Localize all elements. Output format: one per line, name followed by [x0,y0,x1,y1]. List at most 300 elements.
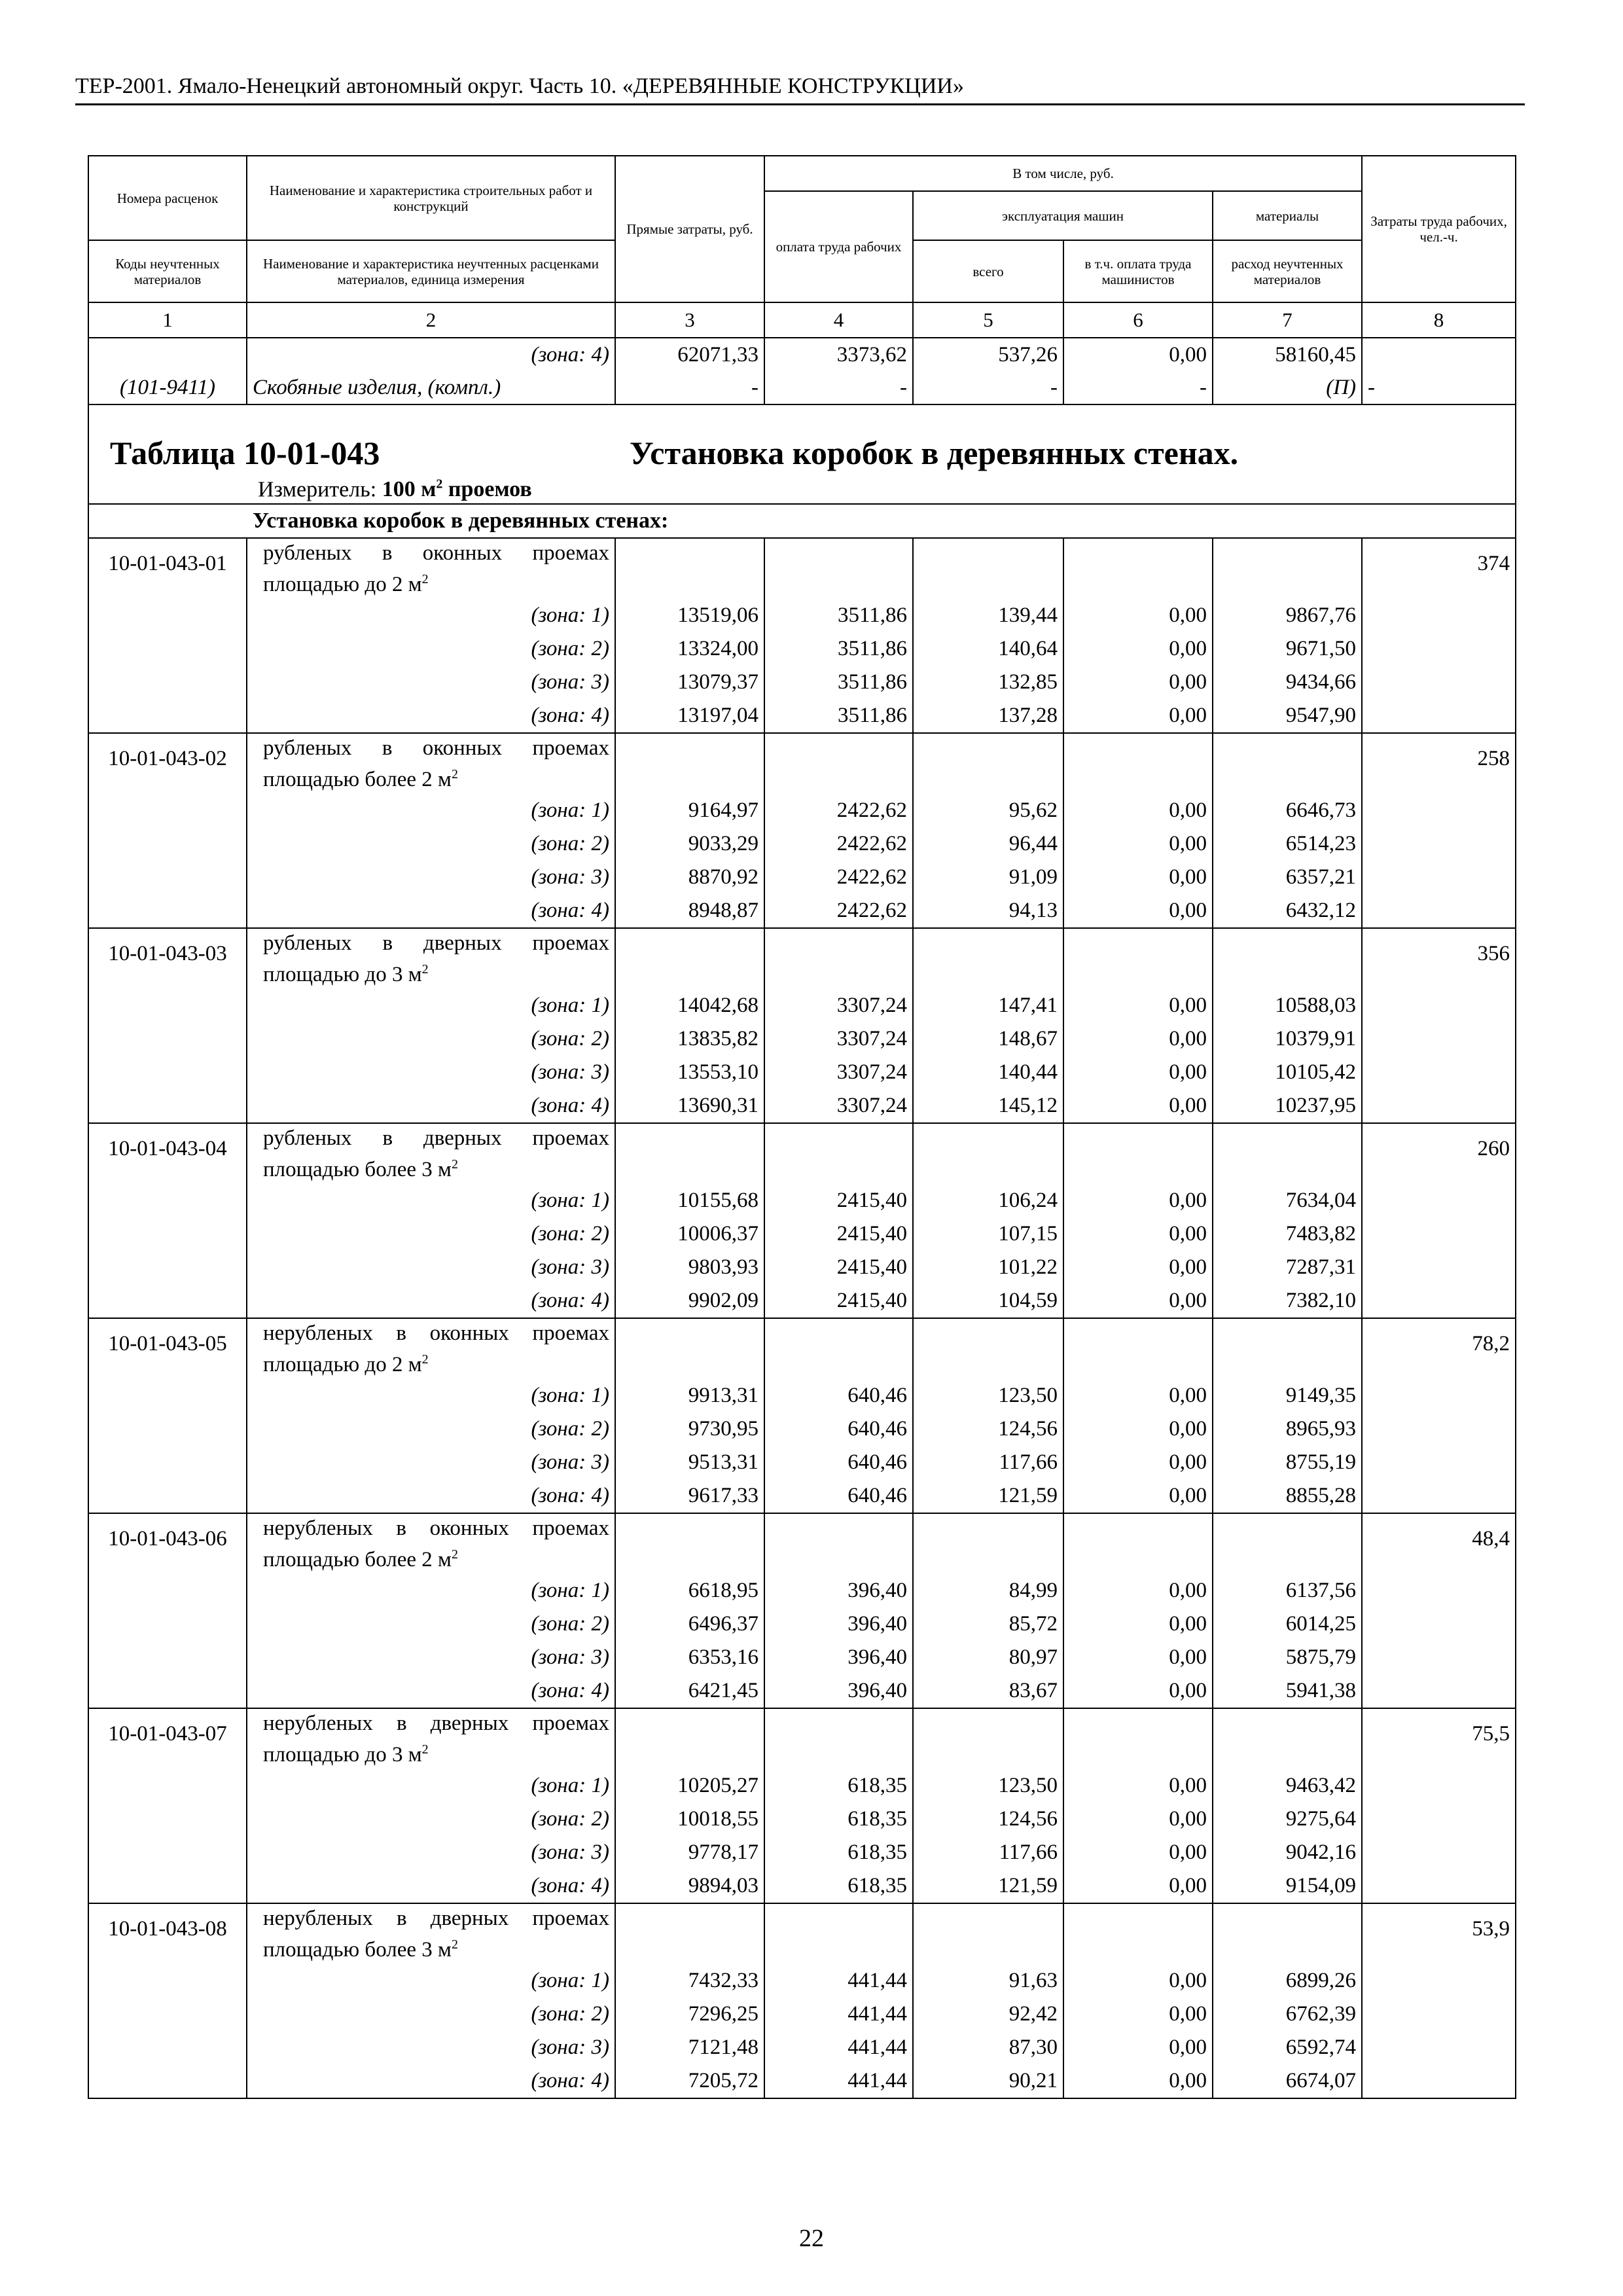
empty-cell [88,827,247,861]
materials-cost: 6762,39 [1213,1998,1362,2031]
direct-cost: 9778,17 [615,1836,764,1869]
empty-cell [764,1123,913,1184]
machines-total: 91,63 [913,1964,1063,1998]
col-material-name-header: Наименование и характеристика неучтенных расценками материалов, единица измерения [247,240,615,302]
empty-cell [88,1641,247,1674]
empty-cell [88,794,247,827]
machinists-pay: 0,00 [1063,1964,1213,1998]
materials-cost: 8755,19 [1213,1446,1362,1479]
machinists-pay: 0,00 [1063,861,1213,894]
machinists-pay: 0,00 [1063,989,1213,1022]
zone-label: (зона: 4) [247,1479,615,1513]
labor-pay: 3307,24 [764,1089,913,1123]
machines-total: 80,97 [913,1641,1063,1674]
labor-pay: 441,44 [764,2031,913,2064]
direct-cost: 9033,29 [615,827,764,861]
empty-cell [913,1513,1063,1574]
zone-row [88,699,1516,733]
materials-cost: 10379,91 [1213,1022,1362,1056]
empty-cell [88,894,247,928]
machinists-pay: 0,00 [1063,699,1213,733]
machines-total: 140,64 [913,632,1063,666]
materials-cost: 9149,35 [1213,1379,1362,1412]
empty-cell [88,1217,247,1251]
zone-label: (зона: 4) [247,2064,615,2098]
rate-name-text: рубленых в оконных проемах площадью более 2 м [263,736,609,791]
machinists-pay: 0,00 [1063,666,1213,699]
machinists-pay: 0,00 [1063,1479,1213,1513]
direct-cost: 13690,31 [615,1089,764,1123]
machines-total: 104,59 [913,1284,1063,1318]
direct-cost: 6421,45 [615,1674,764,1708]
rate-name [247,928,615,989]
labor-cost: 53,9 [1362,1903,1516,1964]
rate-name-text: нерубленых в дверных проемах площадью более 3 м [263,1907,609,1962]
empty-cell [88,2064,247,2098]
direct-cost: 13519,06 [615,599,764,632]
empty-cell [615,1123,764,1184]
empty-cell [1213,538,1362,599]
empty-cell [764,733,913,794]
direct-cost: 13835,82 [615,1022,764,1056]
zone-row [88,1089,1516,1123]
machinists-pay: 0,00 [1063,894,1213,928]
empty-cell [1362,1412,1516,1446]
empty-cell [88,1284,247,1318]
labor-pay: 2415,40 [764,1251,913,1284]
col-rate-number-header: Номера расценок [88,156,247,240]
zone-label: (зона: 1) [247,1379,615,1412]
zone-label: (зона: 4) [247,1284,615,1318]
col-number: 2 [247,302,615,338]
direct-cost: 9902,09 [615,1284,764,1318]
page-number: 22 [799,2225,824,2252]
empty-cell [1362,1641,1516,1674]
machines-total: 132,85 [913,666,1063,699]
materials-cost: 9042,16 [1213,1836,1362,1869]
empty-cell [1362,1184,1516,1217]
machinists-pay: 0,00 [1063,632,1213,666]
zone-label: (зона: 4) [247,1869,615,1903]
machines-total: 137,28 [913,699,1063,733]
empty-cell [1362,666,1516,699]
empty-cell [913,1123,1063,1184]
direct-cost: 10205,27 [615,1769,764,1803]
labor-pay: 396,40 [764,1641,913,1674]
zone-label: (зона: 1) [247,989,615,1022]
direct-cost: 9913,31 [615,1379,764,1412]
empty-cell [1362,632,1516,666]
rate-row [88,1123,1516,1184]
empty-cell [1362,699,1516,733]
rate-code: 10-01-043-08 [88,1903,247,1964]
machines-total: 84,99 [913,1574,1063,1607]
zone-label: (зона: 4) [247,699,615,733]
section-title: Установка коробок в деревянных стенах: [88,504,1516,538]
materials-cost: 7382,10 [1213,1284,1362,1318]
empty-cell [1362,599,1516,632]
unit-sup: 2 [451,1157,458,1172]
col-number: 5 [913,302,1063,338]
dash: - [913,371,1063,404]
machinists-pay: 0,00 [1063,1574,1213,1607]
empty-cell [1213,928,1362,989]
empty-cell [1362,1284,1516,1318]
empty-cell [913,1318,1063,1379]
materials-cost: 6432,12 [1213,894,1362,928]
rate-code: 10-01-043-05 [88,1318,247,1379]
empty-cell [615,733,764,794]
empty-cell [1362,1836,1516,1869]
machines-total: 96,44 [913,827,1063,861]
zone-row [88,1964,1516,1998]
rate-row [88,928,1516,989]
empty-cell [1063,733,1213,794]
direct-cost: 13324,00 [615,632,764,666]
rate-code: 10-01-043-04 [88,1123,247,1184]
machines-total: 117,66 [913,1836,1063,1869]
empty-cell [1063,1513,1213,1574]
materials-cost: 6357,21 [1213,861,1362,894]
materials-cost: 8965,93 [1213,1412,1362,1446]
empty-cell [1362,989,1516,1022]
meter-value: 100 м [382,477,437,502]
empty-cell [913,1903,1063,1964]
labor-cost: 356 [1362,928,1516,989]
zone-label: (зона: 2) [247,1022,615,1056]
dash: - [615,371,764,404]
direct-cost: 62071,33 [615,338,764,371]
zone-row [88,1251,1516,1284]
labor-pay: 2415,40 [764,1184,913,1217]
empty-cell [88,1379,247,1412]
empty-cell [764,1708,913,1769]
zone-row [88,1769,1516,1803]
zone-row [88,2064,1516,2098]
empty-cell [1213,1513,1362,1574]
direct-cost: 10155,68 [615,1184,764,1217]
machinists-pay: 0,00 [1063,1089,1213,1123]
empty-cell [88,1251,247,1284]
zone-row [88,2031,1516,2064]
labor-pay: 618,35 [764,1869,913,1903]
machinists-pay: 0,00 [1063,1056,1213,1089]
zone-row [88,1641,1516,1674]
labor-pay: 396,40 [764,1674,913,1708]
zone-label: (зона: 1) [247,1184,615,1217]
zone-label: (зона: 1) [247,1574,615,1607]
machines-total: 123,50 [913,1379,1063,1412]
zone-row [88,632,1516,666]
machines-total: 117,66 [913,1446,1063,1479]
labor-pay: 441,44 [764,1964,913,1998]
empty-cell [1362,894,1516,928]
zone-label: (зона: 2) [247,632,615,666]
empty-cell [1362,1056,1516,1089]
direct-cost: 9894,03 [615,1869,764,1903]
machinists-pay: 0,00 [1063,1607,1213,1641]
col-number: 3 [615,302,764,338]
materials-cost: 7483,82 [1213,1217,1362,1251]
zone-row [88,1446,1516,1479]
labor-pay: 640,46 [764,1446,913,1479]
machinists-pay: 0,00 [1063,1022,1213,1056]
empty-cell [1362,1964,1516,1998]
material-labor: - [1362,371,1516,404]
zone-label: (зона: 2) [247,827,615,861]
zone-label: (зона: 2) [247,1803,615,1836]
direct-cost: 9164,97 [615,794,764,827]
rate-code: 10-01-043-02 [88,733,247,794]
machinists-pay: 0,00 [1063,1446,1213,1479]
labor-pay: 640,46 [764,1412,913,1446]
empty-cell [88,861,247,894]
empty-cell [88,1446,247,1479]
machines-total: 83,67 [913,1674,1063,1708]
rate-name [247,1123,615,1184]
table-meter [258,477,532,502]
machinists-pay: 0,00 [1063,2031,1213,2064]
rate-row [88,1513,1516,1574]
machinists-pay: 0,00 [1063,1217,1213,1251]
empty-cell [615,1708,764,1769]
machinists-pay: 0,00 [1063,1803,1213,1836]
machines-total: 537,26 [913,338,1063,371]
materials-cost: 9463,42 [1213,1769,1362,1803]
zone-row [88,599,1516,632]
direct-cost: 10006,37 [615,1217,764,1251]
col-materials-consumption-header: расход неучтенных материалов [1213,240,1362,302]
direct-cost: 6618,95 [615,1574,764,1607]
machinists-pay: 0,00 [1063,2064,1213,2098]
col-including-header: В том числе, руб. [764,156,1362,191]
materials-cost: 9547,90 [1213,699,1362,733]
col-material-codes-header: Коды неучтенных материалов [88,240,247,302]
direct-cost: 13197,04 [615,699,764,733]
empty-cell [88,1607,247,1641]
materials-cost: 6514,23 [1213,827,1362,861]
zone-row [88,666,1516,699]
direct-cost: 6353,16 [615,1641,764,1674]
labor-pay: 3511,86 [764,666,913,699]
machinists-pay: 0,00 [1063,1641,1213,1674]
machines-total: 140,44 [913,1056,1063,1089]
empty-cell [88,666,247,699]
zone-row [88,1803,1516,1836]
unit-sup: 2 [421,962,429,977]
machinists-pay: 0,00 [1063,338,1213,371]
empty-cell [1362,1869,1516,1903]
empty-cell [1362,1607,1516,1641]
labor-pay: 3307,24 [764,1056,913,1089]
zone-label: (зона: 1) [247,599,615,632]
labor-pay: 3307,24 [764,989,913,1022]
machines-total: 123,50 [913,1769,1063,1803]
empty-cell [88,1836,247,1869]
labor-pay: 441,44 [764,2064,913,2098]
machinists-pay: 0,00 [1063,1284,1213,1318]
col-number: 7 [1213,302,1362,338]
col-labor-cost-header: Затраты труда рабочих, чел.-ч. [1362,156,1516,302]
empty-cell [764,1513,913,1574]
unit-sup: 2 [421,1352,429,1367]
empty-cell [1362,1089,1516,1123]
empty-cell [615,1903,764,1964]
empty-cell [1362,1803,1516,1836]
material-unit: (П) [1213,371,1362,404]
machines-total: 95,62 [913,794,1063,827]
zone-row [88,861,1516,894]
zone-row [88,1284,1516,1318]
materials-cost: 6899,26 [1213,1964,1362,1998]
rate-name [247,1318,615,1379]
zone-row [88,989,1516,1022]
empty-cell [913,733,1063,794]
zone-row [88,1869,1516,1903]
empty-cell [913,538,1063,599]
empty-cell [1362,794,1516,827]
zone-row [88,1022,1516,1056]
zone-label: (зона: 4) [247,894,615,928]
materials-cost: 10237,95 [1213,1089,1362,1123]
table-description: Установка коробок в деревянных стенах. [630,435,1239,471]
empty-cell [1362,1217,1516,1251]
materials-cost: 7634,04 [1213,1184,1362,1217]
empty-cell [88,1479,247,1513]
meter-label: Измеритель: [258,477,377,502]
labor-pay: 396,40 [764,1574,913,1607]
table-title-block [88,404,1516,504]
materials-cost: 9154,09 [1213,1869,1362,1903]
direct-cost: 10018,55 [615,1803,764,1836]
rate-code: 10-01-043-06 [88,1513,247,1574]
direct-cost: 14042,68 [615,989,764,1022]
labor-pay: 2422,62 [764,894,913,928]
rate-code: 10-01-043-01 [88,538,247,599]
materials-cost: 6646,73 [1213,794,1362,827]
empty-cell [1362,1022,1516,1056]
empty-cell [615,538,764,599]
materials-cost: 6592,74 [1213,2031,1362,2064]
materials-cost: 10105,42 [1213,1056,1362,1089]
zone-label: (зона: 2) [247,1607,615,1641]
materials-cost: 9275,64 [1213,1803,1362,1836]
empty-cell [764,928,913,989]
unit-sup: 2 [421,1742,429,1757]
labor-cost: 78,2 [1362,1318,1516,1379]
col-number: 4 [764,302,913,338]
labor-pay: 2422,62 [764,861,913,894]
labor-cost: 260 [1362,1123,1516,1184]
empty-cell [88,599,247,632]
zone-label: (зона: 3) [247,1056,615,1089]
rate-row [88,733,1516,794]
machines-total: 87,30 [913,2031,1063,2064]
machines-total: 85,72 [913,1607,1063,1641]
rate-name [247,1513,615,1574]
empty-cell [88,1022,247,1056]
materials-cost: 6137,56 [1213,1574,1362,1607]
empty-cell [1362,1674,1516,1708]
material-name: Скобяные изделия, (компл.) [247,371,615,404]
rate-row [88,1318,1516,1379]
empty-cell [88,1998,247,2031]
labor-pay: 396,40 [764,1607,913,1641]
zone-label: (зона: 3) [247,1836,615,1869]
direct-cost: 7432,33 [615,1964,764,1998]
machines-total: 139,44 [913,599,1063,632]
empty-cell [1063,928,1213,989]
machines-total: 91,09 [913,861,1063,894]
empty-cell [1213,733,1362,794]
zone-row [88,1607,1516,1641]
col-machinists-pay-header: в т.ч. оплата труда машинистов [1063,240,1213,302]
empty-cell [88,2031,247,2064]
empty-cell [1213,1123,1362,1184]
machines-total: 124,56 [913,1803,1063,1836]
machines-total: 121,59 [913,1479,1063,1513]
labor-pay: 2422,62 [764,827,913,861]
materials-cost: 5875,79 [1213,1641,1362,1674]
empty-cell [88,1769,247,1803]
empty-cell [88,1803,247,1836]
rate-name [247,1903,615,1964]
empty-cell [615,1513,764,1574]
materials-cost: 58160,45 [1213,338,1362,371]
col-number: 8 [1362,302,1516,338]
direct-cost: 9803,93 [615,1251,764,1284]
empty-cell [1362,1379,1516,1412]
unit-sup: 2 [451,1937,458,1952]
machines-total: 107,15 [913,1217,1063,1251]
meter-sup: 2 [436,477,443,492]
direct-cost: 9617,33 [615,1479,764,1513]
empty-cell [88,1184,247,1217]
zone-row [88,894,1516,928]
empty-cell [88,1089,247,1123]
col-materials-header: материалы [1213,191,1362,240]
col-work-name-header: Наименование и характеристика строительных работ и конструкций [247,156,615,240]
machines-total: 145,12 [913,1089,1063,1123]
labor-cost: 374 [1362,538,1516,599]
empty-cell [1362,2031,1516,2064]
machinists-pay: 0,00 [1063,1184,1213,1217]
machinists-pay: 0,00 [1063,827,1213,861]
empty-cell [764,538,913,599]
empty-cell [1362,1251,1516,1284]
materials-cost: 10588,03 [1213,989,1362,1022]
materials-cost: 7287,31 [1213,1251,1362,1284]
zone-label: (зона: 3) [247,1446,615,1479]
zone-label: (зона: 2) [247,1412,615,1446]
labor-pay: 618,35 [764,1769,913,1803]
empty-cell [88,989,247,1022]
empty-cell [1063,1903,1213,1964]
zone-label: (зона: 3) [247,1251,615,1284]
labor-cost: 258 [1362,733,1516,794]
empty-cell [1362,1574,1516,1607]
zone-label: (зона: 2) [247,1998,615,2031]
zone-label: (зона: 2) [247,1217,615,1251]
empty-cell [88,699,247,733]
material-code: (101-9411) [88,371,247,404]
empty-cell [88,1964,247,1998]
machines-total: 124,56 [913,1412,1063,1446]
zone-label: (зона: 3) [247,1641,615,1674]
rate-name [247,733,615,794]
direct-cost: 13553,10 [615,1056,764,1089]
empty-cell [1362,1446,1516,1479]
